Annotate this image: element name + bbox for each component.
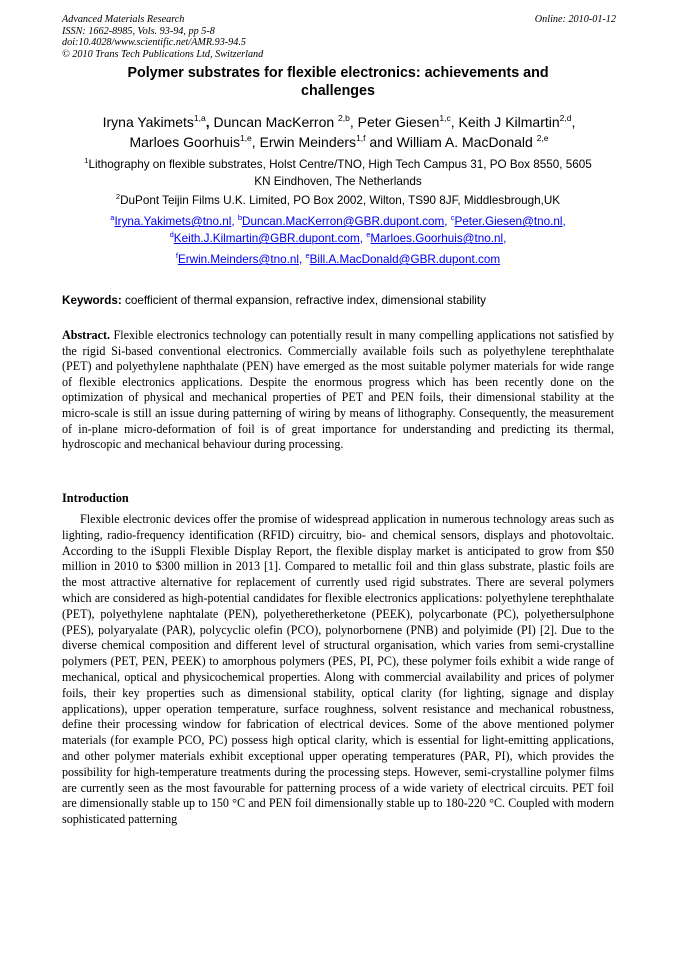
title-line-2: challenges — [301, 83, 375, 99]
doi-line: doi:10.4028/www.scientific.net/AMR.93-94.5 — [62, 37, 247, 49]
email-item: $^f$Erwin.Meinders@tno.nl, — [175, 251, 306, 266]
email-list — [62, 213, 614, 247]
email-link[interactable]: Iryna.Yakimets@tno.nl — [114, 215, 232, 228]
email-link[interactable]: Erwin.Meinders@tno.nl — [177, 253, 299, 266]
author: Peter Giesen$^{1,c}$, — [357, 113, 459, 130]
keywords-text: coefficient of thermal expansion, refractive index, dimensional stability — [121, 294, 486, 307]
author: Keith J Kilmartin$^{2,d}$, — [458, 113, 576, 130]
paper-title — [62, 64, 614, 100]
keywords-label: Keywords: — [62, 294, 122, 307]
intro-paragraph: Flexible electronic devices offer the promise of widespread application in numerous technology areas such as lighting, radio-frequency identification (RFID) circuitry, bio- and chemical sensors, displays and photovoltaic. According to the iSuppli Flexible Display Report, the flexible display market is anticipated to grow from $50 million in 2010 to $300 million in 2013 [1]. Compared to metallic foil and thin glass substrate, plastic foils are the most attractive alternative for replacement of currently used rigid substrates. There are several polymers which are considered as high-potential candidates for flexible electronics applications: polyethylene terephthalate (PET), polyethylene naphtalate (PEN), polyetheretherketone (PEEK), polycarbonate (PC), polyethersulphone (PES), polyaryalate (PAR), polycyclic olefin (PCO), polynorbornene (PNB) and polyimide (PI) [2]. Due to the diverse chemical composition and different level of structural organisation, which varies from semi-crystalline polymers (PET, PEN, PEEK) to amorphous polymers (PES, PI, PC), these polymer foils exhibit a wide range of mechanical, optical and physicochemical properties. Along with commercial availability and prices of polymer foils, their key properties such as dimensional stability, optical clarity (for lighting, signage and display applications), upper operation temperature, surface roughness, solvent resistance and mechanical robustness, define their processing window for fabrication of electrical devices. Some of the above mentioned polymer materials (for example PCO, PC) possess high optical clarity, which is essential for light-emitting applications, and other polymer materials exhibit exceptional upper operating temperatures (PAR, PI), which provides the possibility for high-temperature treatments during the processing steps. However, semi-crystalline polymer films are currently seen as the most favourable for patterning process of a wide variety of electrical circuits. PET foil are dimensionally stable up to 150 °C and PEN foil dimensionally stable up to 180-220 °C. Coupled with modern sophisticated patterning — [62, 512, 614, 827]
email-link[interactable]: Peter.Giesen@tno.nl — [454, 215, 563, 228]
email-item: $^a$Iryna.Yakimets@tno.nl, — [110, 213, 238, 228]
online-date: Online: 2010-01-12 — [534, 14, 616, 25]
email-item: $^e$Marloes.Goorhuis@tno.nl, — [366, 230, 507, 245]
abstract — [62, 328, 614, 453]
author: Iryna Yakimets$^{1,a}$, — [102, 113, 214, 130]
copyright-line: © 2010 Trans Tech Publications Ltd, Switzerland — [62, 48, 264, 60]
email-link[interactable]: Keith.J.Kilmartin@GBR.dupont.com — [173, 232, 360, 245]
abstract-text: Flexible electronics technology can potentially result in many compelling applications not satisfied by the rigid Si-based conventional electronics. Commercially available foils such as polyethylene terephthalate (PET) and polyethylene naphthalate (PEN) have emerged as the most suitable polymer materials for wide range of flexible electronics applications. Despite the enormous progress which has been recently done on the optimization of physical and mechanical properties of PET and PEN foils, their dimensional stability at the micro-scale is still an issue during patterning of wiring by means of lithography. Consequently, the measurement of in-plane micro-deformation of foil is of great importance for understanding and predicting its thermal, hydroscopic and mechanical behaviour during processing. — [62, 328, 614, 452]
email-list-2 — [62, 251, 614, 268]
author-list — [50, 112, 628, 152]
email-item: $^b$Duncan.MacKerron@GBR.dupont.com, — [237, 213, 451, 228]
journal-header — [62, 14, 263, 60]
abstract-label: Abstract. — [62, 328, 111, 342]
email-link[interactable]: Marloes.Goorhuis@tno.nl — [370, 232, 504, 245]
email-item: $^d$Keith.J.Kilmartin@GBR.dupont.com, — [169, 230, 367, 245]
affiliation-2: $^2$DuPont Teijin Films U.K. Limited, PO Box 2002, Wilton, TS90 8JF, Middlesbrough,UK — [115, 192, 561, 207]
author: Duncan MacKerron $^{2,b}$, — [213, 113, 358, 130]
author: William A. MacDonald $^{2,e}$ — [396, 133, 549, 150]
affiliation-1: $^1$Lithography on flexible substrates, Holst Centre/TNO, High Tech Campus 31, PO Box 8550, 5605 KN Eindhoven, The Netherlands — [84, 156, 592, 188]
author: Erwin Meinders$^{1,f}$ and — [259, 133, 397, 150]
email-link[interactable]: Duncan.MacKerron@GBR.dupont.com — [242, 215, 445, 228]
journal-name: Advanced Materials Research — [62, 14, 185, 25]
section-heading: Introduction — [62, 491, 129, 505]
email-link[interactable]: Bill.A.MacDonald@GBR.dupont.com — [309, 253, 501, 266]
author: Marloes Goorhuis$^{1,e}$, — [129, 133, 260, 150]
keywords — [62, 293, 486, 308]
title-line-1: Polymer substrates for flexible electronics: achievements and — [127, 65, 549, 81]
email-item: $^c$Peter.Giesen@tno.nl, — [450, 213, 566, 228]
email-item: $^e$Bill.A.MacDonald@GBR.dupont.com — [305, 251, 501, 266]
issn-line: ISSN: 1662-8985, Vols. 93-94, pp 5-8 — [62, 25, 215, 37]
